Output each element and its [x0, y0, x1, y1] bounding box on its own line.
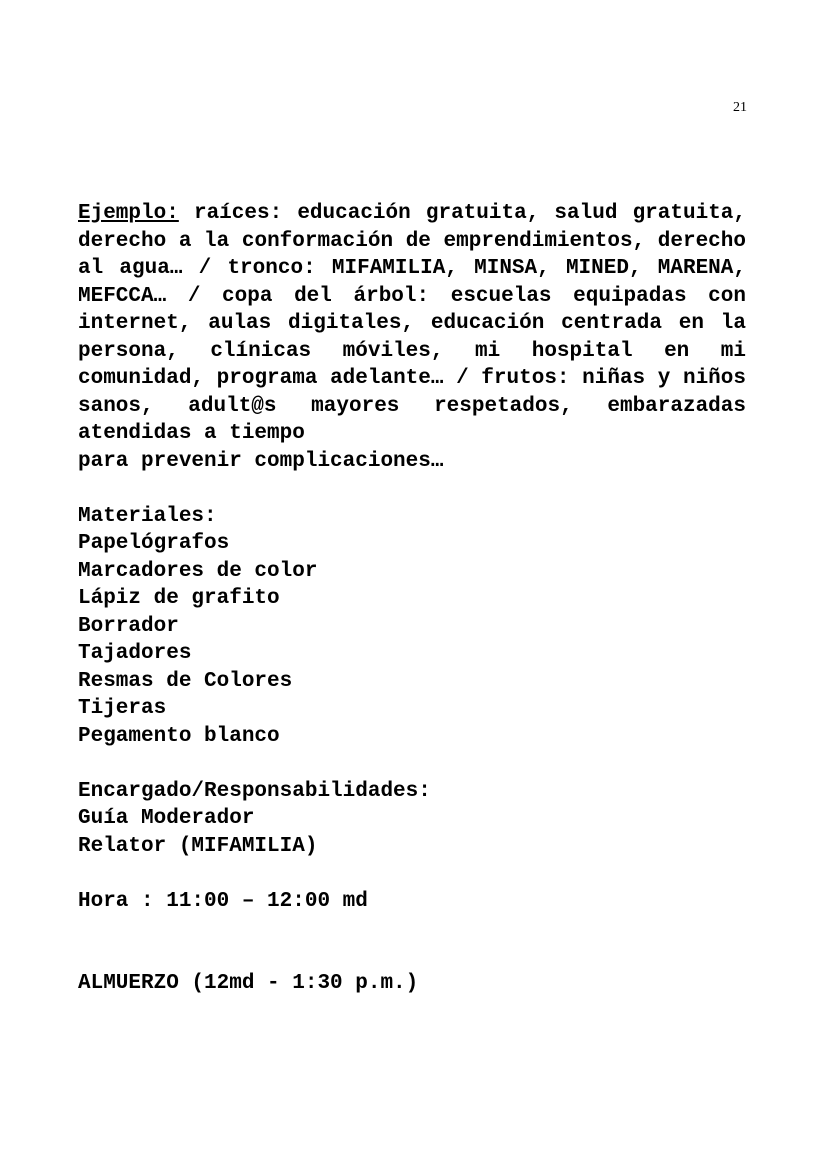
list-item: Relator (MIFAMILIA) — [78, 834, 318, 858]
responsibilities-section — [78, 778, 746, 861]
page-number: 21 — [733, 100, 747, 115]
example-body: raíces: educación gratuita, salud gratuita, derecho a la conformación de emprendimientos, derecho al agua… / tronco: MIFAMILIA, MINSA, MINED, MARENA, MEFCCA… / copa del árbol: escuelas equipadas con internet, aulas digitales, educación centrada en la persona, clínicas móviles, mi hospital en mi comunidad, programa adelante… / frutos: niñas y niños sanos, adult@s mayores respetados, embarazadas atendidas a tiempo — [78, 202, 746, 445]
list-item: Pegamento blanco — [78, 724, 280, 748]
responsibilities-heading: Encargado/Responsabilidades: — [78, 779, 431, 803]
example-label: Ejemplo: — [78, 202, 179, 225]
example-paragraph — [78, 200, 746, 475]
list-item: Lápiz de grafito — [78, 587, 280, 610]
schedule-time: Hora : 11:00 – 12:00 md — [78, 889, 368, 913]
list-item: Tijeras — [78, 697, 167, 720]
lunch-section — [78, 970, 746, 998]
lunch-text: ALMUERZO (12md - 1:30 p.m.) — [78, 972, 419, 995]
list-item: Resmas de Colores — [78, 669, 293, 693]
list-item: Papelógrafos — [78, 532, 230, 555]
list-item: Tajadores — [78, 642, 192, 665]
example-last-line: para prevenir complicaciones… — [78, 449, 444, 473]
materials-heading: Materiales: — [78, 504, 217, 528]
list-item: Marcadores de color — [78, 559, 318, 583]
list-item: Guía Moderador — [78, 807, 255, 830]
schedule-section — [78, 888, 746, 916]
list-item: Borrador — [78, 614, 179, 638]
materials-section — [78, 503, 746, 751]
document-body — [78, 200, 746, 998]
